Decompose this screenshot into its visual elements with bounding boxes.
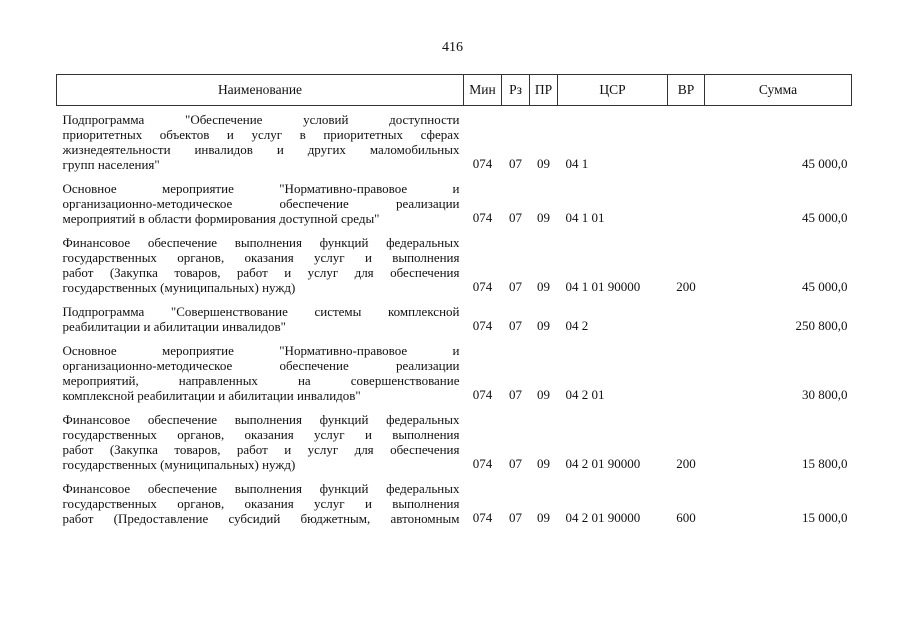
table-row — [57, 181, 852, 235]
row-rz: 07 — [509, 318, 522, 333]
row-vr: 600 — [676, 510, 696, 525]
column-header-name: Наименование — [57, 75, 464, 106]
row-pr: 09 — [537, 279, 550, 294]
column-header-min: Мин — [464, 75, 502, 106]
row-name: Финансовое обеспечение выполнения функций федеральных государственных органов, оказания услуг и выполнения работ (Предоставление субсидий бюджетным, автономным — [62, 481, 460, 526]
budget-table — [56, 74, 852, 526]
table-row — [57, 304, 852, 343]
table-row — [57, 106, 852, 182]
table-row — [57, 235, 852, 304]
row-sum: 45 000,0 — [802, 279, 848, 294]
row-csr: 04 2 01 90000 — [565, 456, 641, 471]
row-min: 074 — [472, 510, 493, 525]
row-rz: 07 — [509, 387, 522, 402]
row-sum: 15 800,0 — [802, 456, 848, 471]
row-rz: 07 — [509, 279, 522, 294]
row-vr — [668, 106, 705, 182]
row-name: Финансовое обеспечение выполнения функций федеральных государственных органов, оказания услуг и выполнения работ (Закупка товаров, работ и услуг для обеспечения государственных (муниципальных) нужд) — [62, 235, 460, 295]
column-header-vr: ВР — [668, 75, 705, 106]
row-pr: 09 — [537, 510, 550, 525]
column-header-rz: Рз — [502, 75, 530, 106]
page-number: 416 — [442, 40, 463, 55]
column-header-sum: Сумма — [705, 75, 852, 106]
row-min: 074 — [472, 318, 493, 333]
row-sum: 15 000,0 — [802, 510, 848, 525]
row-sum: 30 800,0 — [802, 387, 848, 402]
row-vr — [668, 304, 705, 343]
row-pr: 09 — [537, 456, 550, 471]
row-min: 074 — [472, 210, 493, 225]
row-name: Основное мероприятие "Нормативно-правовое и организационно-методическое обеспечение реализации мероприятий, направленных на совершенствование комплексной реабилитации и абилитации инвалидов" — [62, 343, 460, 403]
row-vr: 200 — [676, 456, 696, 471]
table-row — [57, 481, 852, 526]
column-header-pr: ПР — [530, 75, 558, 106]
row-min: 074 — [472, 456, 493, 471]
row-name: Финансовое обеспечение выполнения функций федеральных государственных органов, оказания услуг и выполнения работ (Закупка товаров, работ и услуг для обеспечения государственных (муниципальных) нужд) — [62, 412, 460, 472]
row-csr: 04 1 — [565, 156, 589, 171]
row-csr: 04 2 — [565, 318, 589, 333]
row-name: Основное мероприятие "Нормативно-правовое и организационно-методическое обеспечение реализации мероприятий в области формирования доступной среды" — [62, 181, 460, 226]
row-name: Подпрограмма "Совершенствование системы комплексной реабилитации и абилитации инвалидов" — [62, 304, 460, 334]
row-name: Подпрограмма "Обеспечение условий доступности приоритетных объектов и услуг в приоритетных сферах жизнедеятельности инвалидов и других маломобильных групп населения" — [62, 112, 460, 172]
row-vr — [668, 181, 705, 235]
table-row — [57, 343, 852, 412]
row-sum: 250 800,0 — [795, 318, 848, 333]
row-vr: 200 — [676, 279, 696, 294]
row-rz: 07 — [509, 456, 522, 471]
table-row — [57, 412, 852, 481]
row-vr — [668, 343, 705, 412]
row-csr: 04 2 01 90000 — [565, 510, 641, 525]
row-min: 074 — [472, 387, 493, 402]
column-header-csr: ЦСР — [558, 75, 668, 106]
row-sum: 45 000,0 — [802, 210, 848, 225]
row-rz: 07 — [509, 156, 522, 171]
row-rz: 07 — [509, 210, 522, 225]
row-pr: 09 — [537, 156, 550, 171]
table-header-row — [57, 75, 852, 106]
table-body — [57, 106, 852, 527]
row-csr: 04 1 01 — [565, 210, 605, 225]
row-pr: 09 — [537, 210, 550, 225]
row-sum: 45 000,0 — [802, 156, 848, 171]
row-csr: 04 1 01 90000 — [565, 279, 641, 294]
row-pr: 09 — [537, 387, 550, 402]
row-min: 074 — [472, 279, 493, 294]
row-csr: 04 2 01 — [565, 387, 605, 402]
row-rz: 07 — [509, 510, 522, 525]
row-min: 074 — [472, 156, 493, 171]
row-pr: 09 — [537, 318, 550, 333]
